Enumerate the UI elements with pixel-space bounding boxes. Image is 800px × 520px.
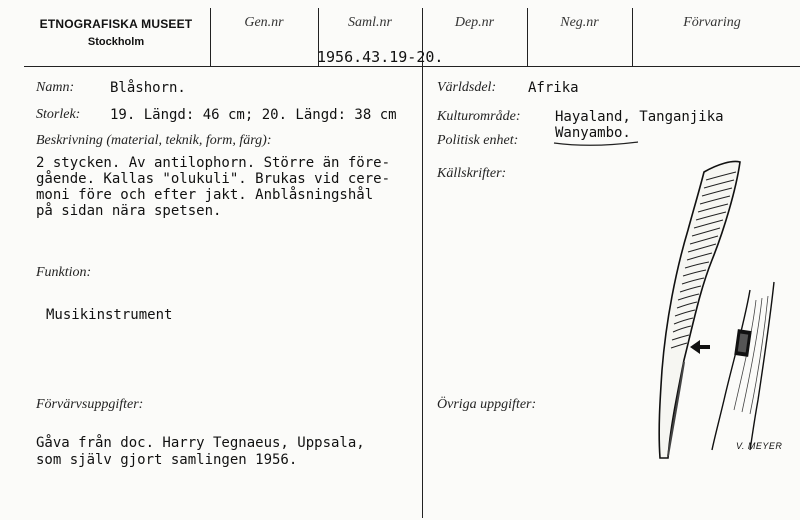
beskrivning-line: gående. Kallas "olukuli". Brukas vid cere- <box>36 171 391 187</box>
beskrivning-line: 2 stycken. Av antilophorn. Större än före- <box>36 155 391 171</box>
kulturomrade-value: Hayaland, Tanganjika <box>555 109 724 125</box>
ovriga-label: Övriga uppgifter: <box>437 397 537 412</box>
forvarv-line: som själv gjort samlingen 1956. <box>36 452 298 468</box>
museum-city: Stockholm <box>87 36 145 48</box>
horn-illustration <box>640 150 800 470</box>
politisk-label: Politisk enhet: <box>437 133 519 148</box>
dep-nr-header: Dep.nr <box>454 15 495 30</box>
kulturomrade-label: Kulturområde: <box>437 109 521 124</box>
gen-nr-header: Gen.nr <box>244 15 284 30</box>
forvarv-text <box>36 435 365 469</box>
beskrivning-line: moni före och efter jakt. Anblåsningshål <box>36 187 374 203</box>
forvarv-label: Förvärvsuppgifter: <box>36 397 144 412</box>
storlek-value: 19. Längd: 46 cm; 20. Längd: 38 cm <box>110 107 397 123</box>
body-center-divider <box>422 66 423 518</box>
storlek-label: Storlek: <box>36 107 81 122</box>
beskrivning-line: på sidan nära spetsen. <box>36 203 222 219</box>
header-bottom-rule <box>24 66 800 67</box>
funktion-value: Musikinstrument <box>46 307 173 323</box>
beskrivning-label: Beskrivning (material, teknik, form, färg): <box>36 133 272 148</box>
arrow-icon <box>690 340 710 354</box>
saml-nr-value: 1956.43.19-20. <box>317 48 444 66</box>
namn-label: Namn: <box>36 80 75 95</box>
beskrivning-text <box>36 155 390 219</box>
varldsdel-label: Världsdel: <box>437 80 497 95</box>
horn-detail-inset <box>712 282 774 450</box>
varldsdel-value: Afrika <box>528 80 579 96</box>
kallskrifter-label: Källskrifter: <box>437 166 507 181</box>
horn-outline <box>659 161 740 458</box>
artist-signature: V. MEYER <box>736 441 783 451</box>
funktion-label: Funktion: <box>36 265 92 280</box>
politisk-value: Wanyambo. <box>555 125 631 141</box>
saml-nr-header: Saml.nr <box>348 15 392 30</box>
namn-value: Blåshorn. <box>110 80 186 96</box>
politisk-underline <box>552 139 642 149</box>
forvarv-line: Gåva från doc. Harry Tegnaeus, Uppsala, <box>36 435 365 451</box>
museum-title: ETNOGRAFISKA MUSEET <box>39 17 193 31</box>
neg-nr-header: Neg.nr <box>560 15 599 30</box>
forvaring-header: Förvaring <box>683 15 741 30</box>
